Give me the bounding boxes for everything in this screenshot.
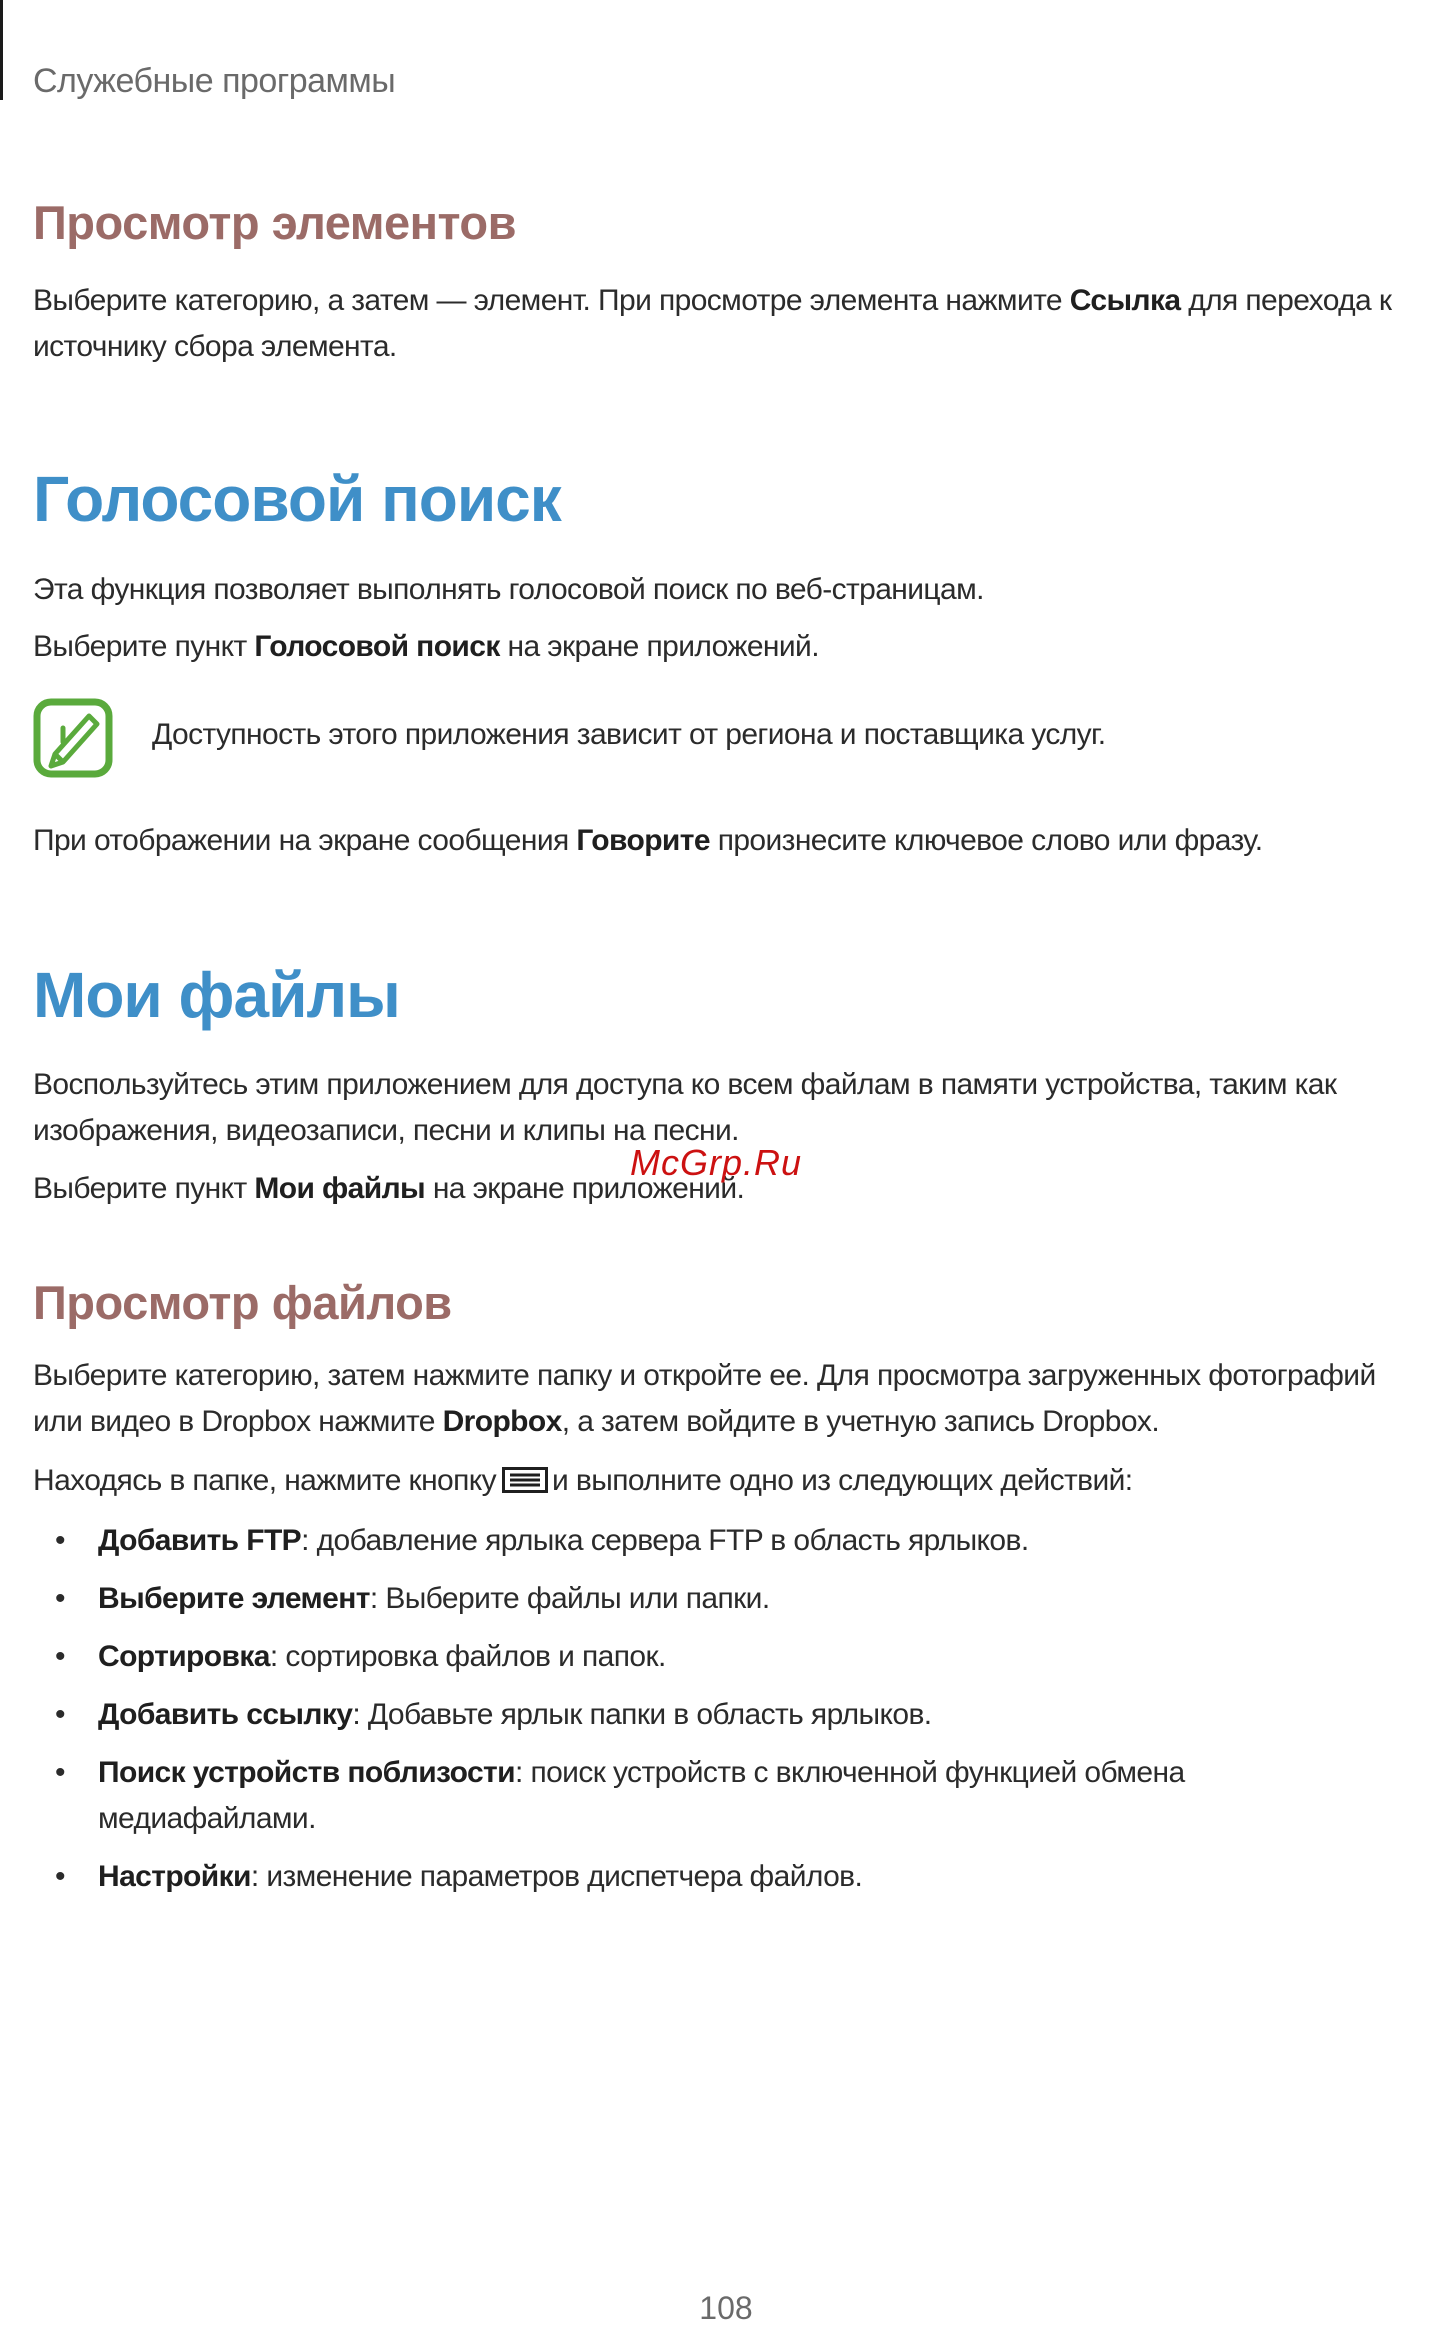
view-files-p2: Находясь в папке, нажмите кнопку и выполните одно из следующих действий: (33, 1464, 1133, 1497)
voice-search-p2: Выберите пункт Голосовой поиск на экране приложений. (33, 630, 819, 663)
my-files-p1-line1: Воспользуйтесь этим приложением для доступа ко всем файлам в памяти устройства, таким как (33, 1068, 1337, 1101)
page-number: 108 (699, 2290, 753, 2326)
watermark: McGrp.Ru (630, 1142, 803, 1183)
view-files-p1-line2: или видео в Dropbox нажмите Dropbox, а затем войдите в учетную запись Dropbox. (33, 1405, 1160, 1438)
voice-search-note: Доступность этого приложения зависит от региона и поставщика услуг. (152, 718, 1106, 751)
list-item: • Настройки: изменение параметров диспетчера файлов. (55, 1860, 863, 1893)
view-items-line2: источнику сбора элемента. (33, 330, 397, 363)
my-files-p2: Выберите пункт Мои файлы на экране приложений. (33, 1172, 745, 1205)
my-files-p1-line2: изображения, видеозаписи, песни и клипы на песни. (33, 1114, 739, 1147)
view-items-title: Просмотр элементов (33, 196, 517, 249)
voice-search-title: Голосовой поиск (33, 463, 561, 535)
list-item: • Поиск устройств поблизости: поиск устройств с включенной функцией обмена медиафайлами. (55, 1756, 1185, 1835)
list-item: • Выберите элемент: Выберите файлы или папки. (55, 1582, 770, 1615)
view-files-title: Просмотр файлов (33, 1276, 452, 1329)
voice-search-p1: Эта функция позволяет выполнять голосовой поиск по веб-страницам. (33, 573, 984, 606)
list-item: • Добавить ссылку: Добавьте ярлык папки в область ярлыков. (55, 1698, 932, 1731)
page-edge-line (0, 0, 3, 100)
menu-icon (502, 1467, 548, 1493)
my-files-title: Мои файлы (33, 959, 400, 1031)
view-files-p1-line1: Выберите категорию, затем нажмите папку и откройте ее. Для просмотра загруженных фотографий (33, 1359, 1376, 1392)
section-header: Служебные программы (33, 62, 396, 100)
list-item: • Добавить FTP: добавление ярлыка сервера FTP в область ярлыков. (55, 1524, 1029, 1557)
actions-list (33, 1518, 1413, 1912)
list-item: • Сортировка: сортировка файлов и папок. (55, 1640, 666, 1673)
note-pencil-icon (33, 698, 113, 778)
voice-search-p3: При отображении на экране сообщения Говорите произнесите ключевое слово или фразу. (33, 824, 1263, 857)
view-items-line1: Выберите категорию, а затем — элемент. При просмотре элемента нажмите Ссылка для перехода к (33, 284, 1392, 317)
